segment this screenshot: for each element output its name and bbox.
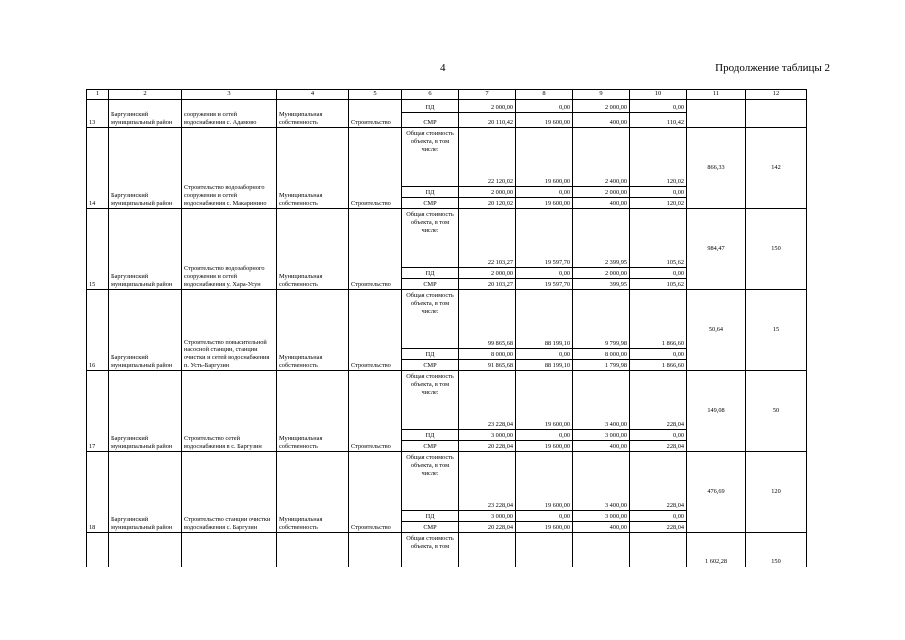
table-row [87, 290, 807, 349]
value-v9 [573, 533, 630, 568]
value-v10: 228,04 [630, 452, 687, 511]
value-v10: 0,00 [630, 187, 687, 198]
value-v7 [459, 533, 516, 568]
value-v10: 120,02 [630, 198, 687, 209]
smr-label: СМР [402, 113, 459, 128]
table-row [87, 371, 807, 430]
value-v9: 1 799,98 [573, 360, 630, 371]
value-v10: 0,00 [630, 100, 687, 113]
ownership-cell: Муниципальная собственность [277, 100, 349, 128]
work-type-cell: Строительство [349, 371, 402, 452]
value-v8: 19 597,70 [516, 279, 573, 290]
pd-label: ПД [402, 349, 459, 360]
value-v7: 3 000,00 [459, 430, 516, 441]
value-v8 [516, 533, 573, 568]
value-v10: 120,02 [630, 128, 687, 187]
value-v8: 88 199,10 [516, 290, 573, 349]
pd-label: ПД [402, 430, 459, 441]
header-cell: 5 [349, 90, 402, 100]
work-type-cell: Строительство [349, 290, 402, 371]
pd-label: ПД [402, 268, 459, 279]
value-v7: 3 000,00 [459, 511, 516, 522]
object-name-cell: Строительство сетей водоснабжения в с. Баргузин [182, 371, 277, 452]
total-cost-label: Общая стоимость объекта, в том числе: [402, 290, 459, 349]
col12-value [746, 100, 807, 128]
value-v7: 20 228,04 [459, 522, 516, 533]
value-v8: 0,00 [516, 511, 573, 522]
district-cell: Баргузинский муниципальный район [109, 371, 182, 452]
value-v8: 19 597,70 [516, 209, 573, 268]
value-v9: 400,00 [573, 198, 630, 209]
object-name-cell [182, 533, 277, 568]
value-v7: 22 103,27 [459, 209, 516, 268]
value-v8: 19 600,00 [516, 371, 573, 430]
row-number [87, 533, 109, 568]
table-continuation-label: Продолжение таблицы 2 [715, 62, 830, 74]
row-number: 16 [87, 290, 109, 371]
header-cell: 1 [87, 90, 109, 100]
value-v9: 400,00 [573, 522, 630, 533]
value-v8: 0,00 [516, 100, 573, 113]
value-v10: 228,04 [630, 371, 687, 430]
col11-value: 476,69 [687, 452, 746, 533]
pd-label: ПД [402, 100, 459, 113]
value-v9: 399,95 [573, 279, 630, 290]
value-v7: 20 120,02 [459, 198, 516, 209]
value-v10: 228,04 [630, 441, 687, 452]
table-wrapper [86, 89, 807, 567]
smr-label: СМР [402, 360, 459, 371]
table-row [87, 533, 807, 568]
total-cost-label: Общая стоимость объекта, в том числе: [402, 371, 459, 430]
row-number: 15 [87, 209, 109, 290]
value-v9: 2 400,00 [573, 128, 630, 187]
header-cell: 10 [630, 90, 687, 100]
district-cell: Баргузинский муниципальный район [109, 452, 182, 533]
value-v10: 0,00 [630, 349, 687, 360]
col12-value: 15 [746, 290, 807, 371]
total-cost-label: Общая стоимость объекта, в том числе: [402, 209, 459, 268]
district-cell: Баргузинский муниципальный район [109, 209, 182, 290]
work-type-cell: Строительство [349, 128, 402, 209]
row-number: 17 [87, 371, 109, 452]
table-row [87, 209, 807, 268]
value-v10 [630, 533, 687, 568]
value-v8: 19 600,00 [516, 452, 573, 511]
value-v7: 23 228,04 [459, 371, 516, 430]
value-v9: 9 799,98 [573, 290, 630, 349]
col11-value [687, 100, 746, 128]
value-v9: 2 000,00 [573, 100, 630, 113]
value-v8: 0,00 [516, 268, 573, 279]
value-v9: 400,00 [573, 441, 630, 452]
ownership-cell: Муниципальная собственность [277, 371, 349, 452]
header-cell: 6 [402, 90, 459, 100]
object-name-cell: Строительство водозаборного сооружения и сетей водоснабжения с. Макаринино [182, 128, 277, 209]
value-v9: 3 400,00 [573, 371, 630, 430]
value-v7: 22 120,02 [459, 128, 516, 187]
value-v10: 0,00 [630, 511, 687, 522]
object-name-cell: Строительство повысительной насосной станции, станции очистки и сетей водоснабжения п. Усть-Баргузин [182, 290, 277, 371]
data-table [86, 89, 807, 567]
work-type-cell: Строительство [349, 452, 402, 533]
col12-value: 50 [746, 371, 807, 452]
object-name-cell: Строительство станции очистки водоснабжения с. Баргузин [182, 452, 277, 533]
smr-label: СМР [402, 441, 459, 452]
header-cell: 7 [459, 90, 516, 100]
col11-value: 984,47 [687, 209, 746, 290]
header-cell: 12 [746, 90, 807, 100]
ownership-cell: Муниципальная собственность [277, 128, 349, 209]
value-v8: 19 600,00 [516, 198, 573, 209]
value-v7: 20 228,04 [459, 441, 516, 452]
value-v7: 2 000,00 [459, 187, 516, 198]
col12-value: 120 [746, 452, 807, 533]
district-cell: Баргузинский муниципальный район [109, 100, 182, 128]
value-v8: 19 600,00 [516, 128, 573, 187]
page-number: 4 [440, 62, 446, 74]
district-cell: Баргузинский муниципальный район [109, 290, 182, 371]
value-v8: 19 600,00 [516, 522, 573, 533]
pd-label: ПД [402, 511, 459, 522]
object-name-cell: Строительство водозаборного сооружения и сетей водоснабжения у. Хара-Усун [182, 209, 277, 290]
value-v10: 1 866,60 [630, 360, 687, 371]
header-cell: 3 [182, 90, 277, 100]
value-v7: 23 228,04 [459, 452, 516, 511]
value-v7: 20 110,42 [459, 113, 516, 128]
header-cell: 9 [573, 90, 630, 100]
col12-value: 150 [746, 209, 807, 290]
value-v8: 0,00 [516, 187, 573, 198]
col12-value: 150 [746, 533, 807, 568]
district-cell: Баргузинский муниципальный район [109, 128, 182, 209]
value-v7: 99 865,68 [459, 290, 516, 349]
value-v10: 105,62 [630, 209, 687, 268]
work-type-cell: Строительство [349, 100, 402, 128]
pd-label: ПД [402, 187, 459, 198]
value-v9: 2 399,95 [573, 209, 630, 268]
value-v8: 19 600,00 [516, 113, 573, 128]
ownership-cell: Муниципальная собственность [277, 290, 349, 371]
total-cost-label: Общая стоимость объекта, в том числе: [402, 128, 459, 187]
row-number: 18 [87, 452, 109, 533]
work-type-cell: Строительство [349, 209, 402, 290]
header-cell: 2 [109, 90, 182, 100]
table-row [87, 100, 807, 113]
value-v7: 8 000,00 [459, 349, 516, 360]
col11-value: 149,08 [687, 371, 746, 452]
table-row [87, 128, 807, 187]
smr-label: СМР [402, 198, 459, 209]
total-cost-label: Общая стоимость объекта, в том числе: [402, 452, 459, 511]
col11-value: 866,33 [687, 128, 746, 209]
district-cell [109, 533, 182, 568]
smr-label: СМР [402, 522, 459, 533]
value-v10: 0,00 [630, 430, 687, 441]
value-v9: 3 400,00 [573, 452, 630, 511]
table-row [87, 452, 807, 511]
value-v7: 20 103,27 [459, 279, 516, 290]
col11-value: 50,64 [687, 290, 746, 371]
col11-value: 1 602,28 [687, 533, 746, 568]
header-cell: 11 [687, 90, 746, 100]
value-v7: 91 865,68 [459, 360, 516, 371]
value-v9: 2 000,00 [573, 268, 630, 279]
ownership-cell: Муниципальная собственность [277, 452, 349, 533]
value-v8: 88 199,10 [516, 360, 573, 371]
value-v9: 2 000,00 [573, 187, 630, 198]
value-v9: 3 000,00 [573, 511, 630, 522]
object-name-cell: сооружения и сетей водоснабжения с. Адамово [182, 100, 277, 128]
value-v8: 0,00 [516, 349, 573, 360]
value-v9: 400,00 [573, 113, 630, 128]
value-v8: 19 600,00 [516, 441, 573, 452]
row-number: 14 [87, 128, 109, 209]
col12-value: 142 [746, 128, 807, 209]
total-cost-label: Общая стоимость объекта, в том [402, 533, 459, 568]
header-cell: 4 [277, 90, 349, 100]
ownership-cell: Муниципальная собственность [277, 209, 349, 290]
ownership-cell [277, 533, 349, 568]
value-v10: 110,42 [630, 113, 687, 128]
value-v10: 228,04 [630, 522, 687, 533]
row-number: 13 [87, 100, 109, 128]
value-v10: 1 866,60 [630, 290, 687, 349]
value-v8: 0,00 [516, 430, 573, 441]
work-type-cell [349, 533, 402, 568]
smr-label: СМР [402, 279, 459, 290]
value-v10: 0,00 [630, 268, 687, 279]
value-v7: 2 000,00 [459, 268, 516, 279]
header-row [87, 90, 807, 100]
value-v9: 3 000,00 [573, 430, 630, 441]
header-cell: 8 [516, 90, 573, 100]
value-v9: 8 000,00 [573, 349, 630, 360]
value-v10: 105,62 [630, 279, 687, 290]
value-v7: 2 000,00 [459, 100, 516, 113]
